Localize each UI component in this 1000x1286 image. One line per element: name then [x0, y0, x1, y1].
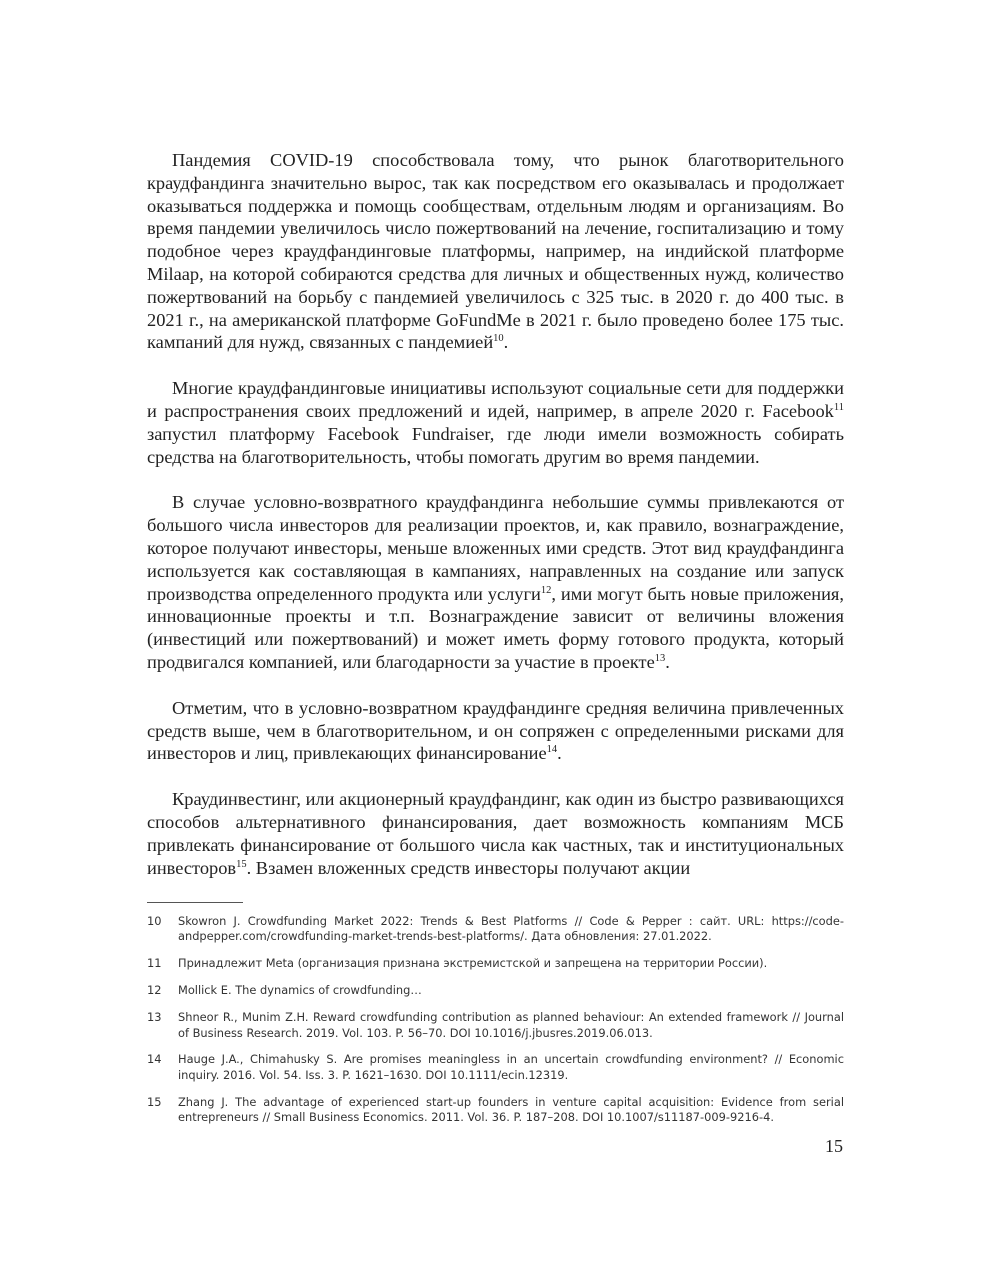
- footnote-separator: [147, 902, 243, 903]
- footnote-number: 12: [147, 983, 162, 998]
- footnote-text: Mollick E. The dynamics of crowdfunding…: [178, 983, 422, 998]
- footnote-ref-15[interactable]: 15: [236, 858, 247, 870]
- footnote-ref-13[interactable]: 13: [654, 652, 666, 664]
- footnote-text: Shneor R., Munim Z.H. Reward crowdfunding contribution as planned behaviour: An extended framework // Journal of Business Research. 2019. Vol. 103. P. 56–70. DOI 10.1016/j.jbusres.2019.06.013.: [178, 1010, 844, 1040]
- footnote-ref-11[interactable]: 11: [833, 401, 844, 413]
- paragraph-crowdinvesting: Краудинвестинг, или акционерный краудфандинг, как один из быстро развивающихся способов альтернативного финансирования, дает возможность компаниям МСБ привлекать финансирование от большого числа как частных, так и институциональных инвесторов$^{15}$. Взамен вложенных средств инвесторы получают акции: [147, 789, 844, 878]
- page-number: 15: [825, 1136, 843, 1156]
- footnote-text: Hauge J.A., Chimahusky S. Are promises meaningless in an uncertain crowdfunding environment? // Economic inquiry. 2016. Vol. 54. Iss. 3. P. 1621–1630. DOI 10.1111/ecin.12319.: [178, 1052, 844, 1082]
- footnote-item: [147, 983, 844, 998]
- footnote-text: Skowron J. Crowdfunding Market 2022: Trends & Best Platforms // Code & Pepper : сайт. URL: https://code-andpepper.com/crowdfunding-market-trends-best-platforms/. Дата обновления: 27.01.2022.: [178, 914, 844, 944]
- footnote-text: Zhang J. The advantage of experienced start-up founders in venture capital acquisition: Evidence from serial entrepreneurs // Small Business Economics. 2011. Vol. 36. P. 187–208. DOI 10.1007/s11187-009-9216-4.: [178, 1094, 844, 1125]
- footnote-text: Принадлежит Meta (организация признана экстремистской и запрещена на территории России).: [178, 956, 768, 971]
- footnote-ref-14[interactable]: 14: [546, 744, 558, 756]
- body-text: [147, 149, 844, 879]
- footnote-number: 13: [147, 1010, 162, 1025]
- paragraph-reward-risks: Отметим, что в условно-возвратном краудфандинге средняя величина привлеченных средств выше, чем в благотворительном, и он сопряжен с определенными рисками для инвесторов и лиц, привлекающих финансирование$^{14}$.: [147, 697, 844, 764]
- footnote-item: [147, 956, 844, 971]
- footnote-number: 11: [147, 956, 162, 971]
- footnote-number: 14: [147, 1052, 162, 1067]
- footnote-item: [147, 1052, 844, 1083]
- footnote-item: [147, 914, 844, 945]
- paragraph-charity-pandemic: Пандемия COVID-19 способствовала тому, что рынок благотворительного краудфандинга значительно вырос, так как посредством его оказывалась и продолжает оказываться поддержка и помощь сообществам, отдельным людям и организациям. Во время пандемии увеличилось число пожертвований на лечение, госпитализацию и тому подобное через краудфандинговые платформы, например, на индийской платформе Milaap, на которой собираются средства для личных и общественных нужд, количество пожертвований на борьбу с пандемией увеличилось с 325 тыс. в 2020 г. до 400 тыс. в 2021 г., на американской платформе GoFundMe в 2021 г. было проведено более 175 тыс. кампаний для нужд, связанных с пандемией$^{10}$.: [147, 150, 844, 353]
- footnote-ref-12[interactable]: 12: [540, 584, 552, 596]
- footnote-ref-10[interactable]: 10: [493, 333, 504, 345]
- footnote-number: 10: [147, 914, 162, 928]
- paragraph-social-networks: Многие краудфандинговые инициативы используют социальные сети для поддержки и распространения своих предложений и идей, например, в апреле 2020 г. Facebook$^{11}$ запустил платформу Facebook Fundraiser, где люди имели возможность собирать средства на благотворительность, чтобы помогать другим во время пандемии.: [147, 378, 844, 467]
- footnote-number: 15: [147, 1094, 162, 1109]
- footnotes: [147, 914, 844, 1137]
- paragraph-reward-crowdfunding: В случае условно-возвратного краудфандинга небольшие суммы привлекаются от большого числа инвесторов для реализации проектов, и, как правило, вознаграждение, которое получают инвесторы, меньше вложенных ими средств. Этот вид краудфандинга используется как составляющая в кампаниях, направленных на создание или запуск производства определенного продукта или услуги$^{12}$, ими могут быть новые приложения, инновационные проекты и т.п. Вознаграждение зависит от величины вложения (инвестиций или пожертвований) и может иметь форму готового продукта, который продвигался компанией, или благодарности за участие в проекте$^{13}$.: [147, 492, 844, 672]
- footnote-item: [147, 1010, 844, 1041]
- footnote-item: [147, 1095, 844, 1126]
